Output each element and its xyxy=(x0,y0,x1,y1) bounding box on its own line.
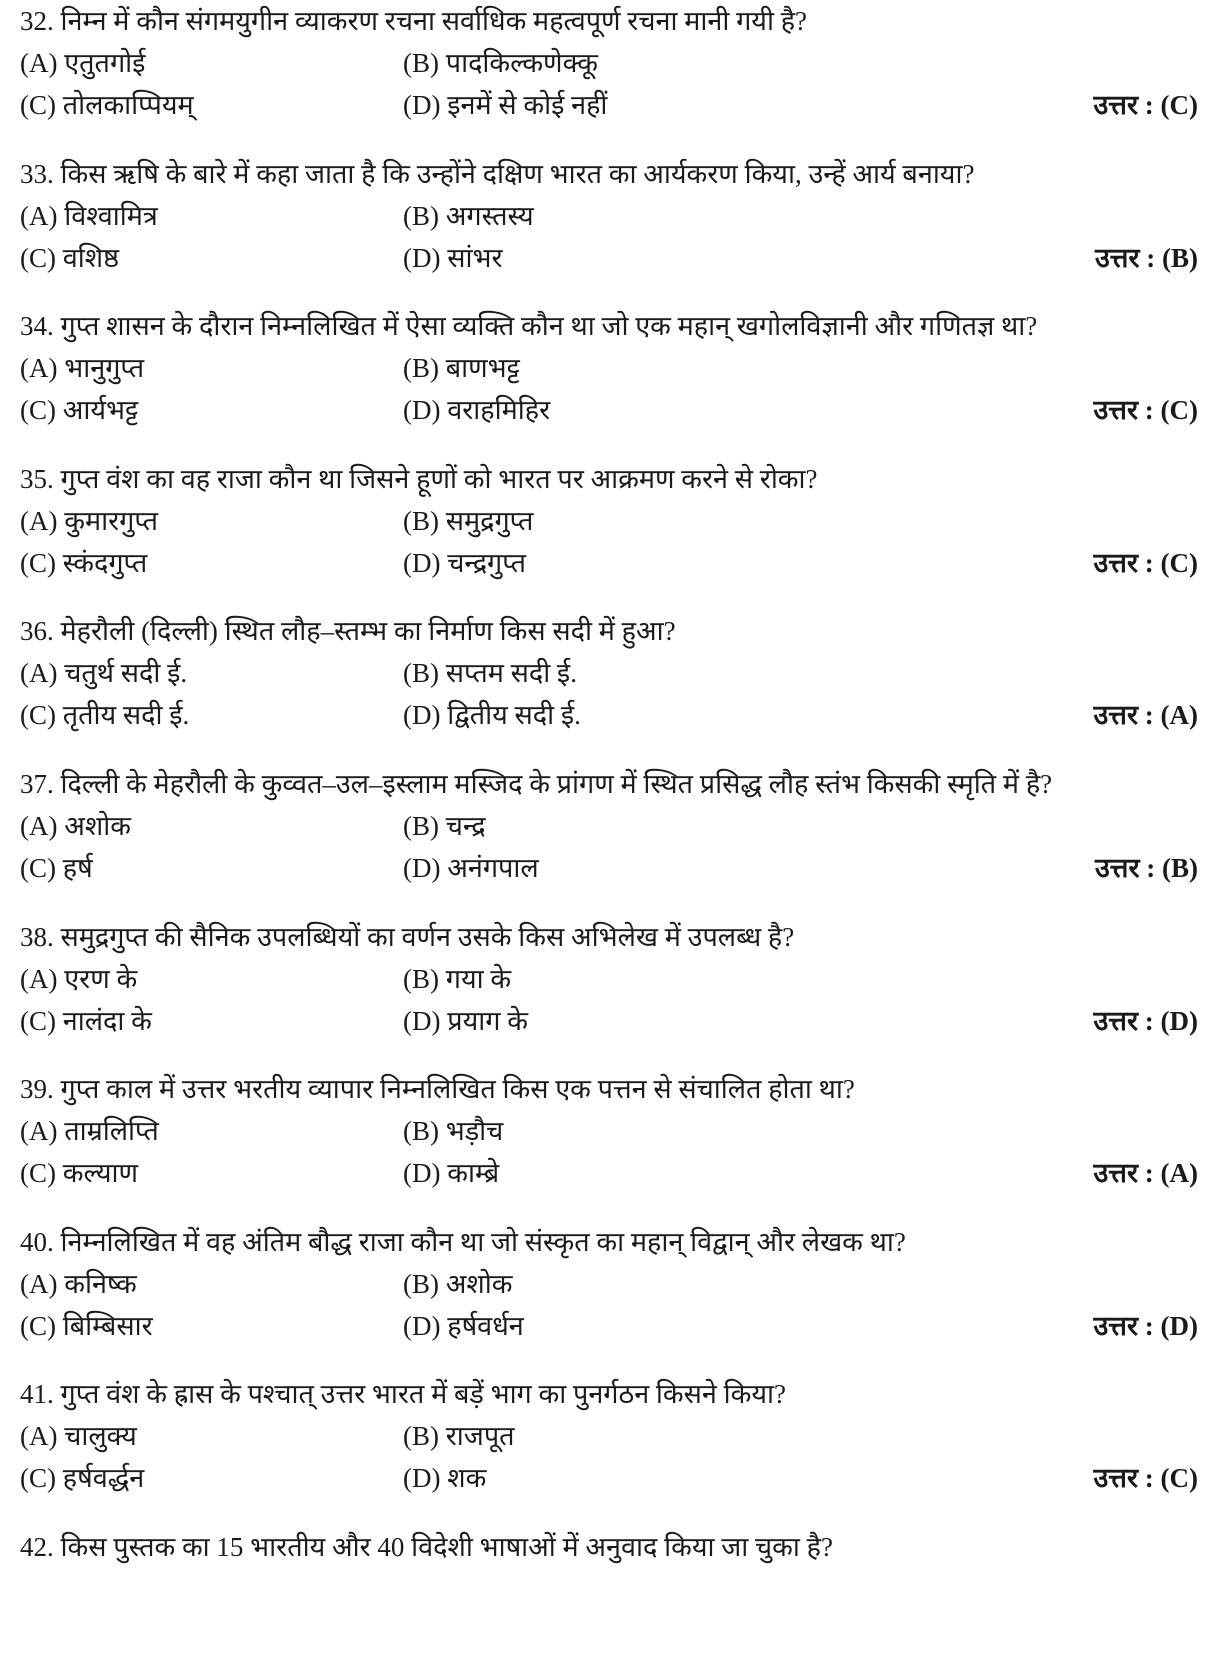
option-key: (D) xyxy=(403,1158,441,1189)
answer-value: (C) xyxy=(1160,547,1198,578)
question-text: गुप्त वंश का वह राजा कौन था जिसने हूणों को भारत पर आक्रमण करने से रोका? xyxy=(60,463,818,494)
option-text: शक xyxy=(447,1463,487,1494)
option-key: (C) xyxy=(20,1463,56,1494)
option-text: प्रयाग के xyxy=(447,1005,528,1036)
option-key: (D) xyxy=(403,700,441,731)
option-key: (A) xyxy=(20,48,58,78)
option-c xyxy=(20,1156,138,1190)
option-key: (B) xyxy=(403,353,439,384)
question-number: 41. xyxy=(20,1379,54,1410)
option-key: (D) xyxy=(403,1310,441,1341)
option-key: (B) xyxy=(403,811,439,841)
question-number: 37. xyxy=(20,769,54,799)
question-number: 36. xyxy=(20,616,54,647)
option-key: (D) xyxy=(403,242,441,273)
option-text: तोलकाप्पियम् xyxy=(62,90,194,120)
option-key: (C) xyxy=(20,90,56,120)
option-d xyxy=(403,851,539,885)
option-key: (A) xyxy=(20,1421,58,1452)
option-d xyxy=(403,1461,486,1495)
option-key: (C) xyxy=(20,700,56,731)
option-b xyxy=(403,46,598,80)
option-text: ताम्रलिप्ति xyxy=(64,1116,159,1147)
question-stem xyxy=(20,920,794,954)
answer-value: (B) xyxy=(1162,242,1198,273)
option-d xyxy=(403,1309,524,1343)
answer-value: (D) xyxy=(1160,1005,1198,1036)
question-block xyxy=(0,920,1231,1070)
answer-value: (A) xyxy=(1160,1158,1198,1189)
answer-label: उत्तर xyxy=(1093,1310,1139,1341)
question-number: 39. xyxy=(20,1074,54,1105)
option-text: पादकिल्कणेक्कू xyxy=(445,48,599,78)
answer-label: उत्तर xyxy=(1093,1005,1139,1036)
option-key: (C) xyxy=(20,547,56,578)
option-d xyxy=(403,88,607,122)
option-text: चन्द्रगुप्त xyxy=(447,547,526,578)
answer-value: (D) xyxy=(1160,1310,1198,1341)
option-b xyxy=(403,1419,515,1453)
answer: उत्तर : (C) xyxy=(1093,547,1198,578)
option-text: बिम्बिसार xyxy=(62,1310,153,1341)
option-text: सप्तम सदी ई. xyxy=(445,658,577,689)
option-text: अशोक xyxy=(445,1268,513,1299)
answer: उत्तर : (A) xyxy=(1093,700,1198,731)
question-block xyxy=(0,1072,1231,1222)
option-key: (A) xyxy=(20,963,58,994)
option-text: अनंगपाल xyxy=(447,853,539,883)
option-c xyxy=(20,1309,153,1343)
question-text: दिल्ली के मेहरौली के कुव्वत–उल–इस्लाम मस्जिद के प्रांगण में स्थित प्रसिद्ध लौह स्तंभ किसकी स्मृति में है? xyxy=(60,769,1053,799)
question-number: 32. xyxy=(20,6,54,36)
option-a xyxy=(20,1419,137,1453)
answer-value: (C) xyxy=(1160,395,1198,426)
question-block xyxy=(0,614,1231,764)
question-number: 35. xyxy=(20,463,54,494)
question-stem xyxy=(20,4,807,38)
question-stem xyxy=(20,767,1052,801)
answer-label: उत्तर xyxy=(1093,395,1139,426)
question-number: 38. xyxy=(20,921,54,952)
option-text: चन्द्र xyxy=(445,811,486,841)
question-text: गुप्त वंश के ह्रास के पश्चात् उत्तर भारत में बड़ें भाग का पुनर्गठन किसने किया? xyxy=(60,1379,787,1410)
question-block xyxy=(0,309,1231,459)
option-text: बाणभट्ट xyxy=(445,353,520,384)
option-d xyxy=(403,241,503,275)
option-b xyxy=(403,351,520,385)
answer-label: उत्तर xyxy=(1095,242,1140,273)
question-text: गुप्त काल में उत्तर भरतीय व्यापार निम्नलिखित किस एक पत्तन से संचालित होता था? xyxy=(60,1074,855,1105)
option-a xyxy=(20,199,158,233)
answer: उत्तर : (D) xyxy=(1093,1005,1198,1036)
answer-label: उत्तर xyxy=(1093,90,1139,120)
option-key: (B) xyxy=(403,505,439,536)
question-text: किस ऋषि के बारे में कहा जाता है कि उन्होंने दक्षिण भारत का आर्यकरण किया, उन्हें आर्य बनाया? xyxy=(60,158,975,189)
option-key: (B) xyxy=(403,1421,439,1452)
option-key: (A) xyxy=(20,1116,58,1147)
option-key: (B) xyxy=(403,1116,439,1147)
option-text: अगस्तस्य xyxy=(445,200,534,231)
question-block xyxy=(0,1530,1231,1680)
option-key: (A) xyxy=(20,658,58,689)
option-key: (C) xyxy=(20,853,56,883)
question-number: 42. xyxy=(20,1532,54,1562)
answer: उत्तर : (D) xyxy=(1093,1310,1198,1341)
question-text: मेहरौली (दिल्ली) स्थित लौह–स्तम्भ का निर्माण किस सदी में हुआ? xyxy=(60,616,676,647)
option-b xyxy=(403,1114,503,1148)
option-text: अशोक xyxy=(64,811,131,841)
answer-value: (C) xyxy=(1160,1463,1198,1494)
option-a xyxy=(20,351,144,385)
option-text: हर्ष xyxy=(62,853,93,883)
option-c xyxy=(20,851,93,885)
option-text: हर्षवर्द्धन xyxy=(62,1463,145,1494)
option-key: (D) xyxy=(403,853,441,883)
question-stem xyxy=(20,1377,786,1411)
answer: उत्तर : (A) xyxy=(1093,1158,1198,1189)
question-number: 40. xyxy=(20,1226,54,1257)
answer: उत्तर : (C) xyxy=(1093,1463,1198,1494)
option-text: भानुगुप्त xyxy=(64,353,145,384)
question-block xyxy=(0,767,1231,917)
question-text: निम्नलिखित में वह अंतिम बौद्ध राजा कौन था जो संस्कृत का महान् विद्वान् और लेखक था? xyxy=(60,1226,906,1257)
question-stem xyxy=(20,462,818,496)
answer: उत्तर : (B) xyxy=(1095,242,1198,273)
option-text: गया के xyxy=(445,963,512,994)
question-text: निम्न में कौन संगमयुगीन व्याकरण रचना सर्वाधिक महत्वपूर्ण रचना मानी गयी है? xyxy=(60,6,808,36)
answer-value: (B) xyxy=(1162,853,1198,883)
option-c xyxy=(20,241,119,275)
answer: उत्तर : (C) xyxy=(1093,90,1198,120)
option-c xyxy=(20,546,147,580)
option-a xyxy=(20,962,137,996)
option-key: (C) xyxy=(20,1005,56,1036)
option-text: वराहमिहिर xyxy=(447,395,551,426)
question-block xyxy=(0,4,1231,154)
option-d xyxy=(403,393,550,427)
option-key: (D) xyxy=(403,90,441,120)
option-text: नालंदा के xyxy=(62,1005,152,1036)
option-text: काम्ब्रे xyxy=(447,1158,500,1189)
option-key: (A) xyxy=(20,505,58,536)
option-text: कनिष्क xyxy=(64,1268,137,1299)
option-key: (D) xyxy=(403,1005,441,1036)
option-key: (D) xyxy=(403,547,441,578)
option-key: (C) xyxy=(20,1158,56,1189)
question-stem xyxy=(20,157,974,191)
answer-value: (C) xyxy=(1160,90,1198,120)
option-key: (D) xyxy=(403,395,441,426)
option-text: भड़ौच xyxy=(445,1116,504,1147)
option-a xyxy=(20,46,145,80)
option-a xyxy=(20,809,131,843)
answer: उत्तर : (C) xyxy=(1093,395,1198,426)
option-key: (B) xyxy=(403,48,439,78)
question-number: 33. xyxy=(20,158,54,189)
option-text: सांभर xyxy=(447,242,503,273)
question-number: 34. xyxy=(20,311,54,342)
option-key: (C) xyxy=(20,1310,56,1341)
question-block xyxy=(0,462,1231,612)
option-key: (D) xyxy=(403,1463,441,1494)
option-text: राजपूत xyxy=(445,1421,515,1452)
answer: उत्तर : (B) xyxy=(1095,853,1198,883)
option-key: (B) xyxy=(403,200,439,231)
option-key: (C) xyxy=(20,242,56,273)
option-key: (B) xyxy=(403,963,439,994)
option-c xyxy=(20,698,189,732)
option-d xyxy=(403,1156,499,1190)
option-key: (A) xyxy=(20,811,58,841)
option-b xyxy=(403,199,534,233)
option-key: (B) xyxy=(403,658,439,689)
option-c xyxy=(20,1004,152,1038)
option-a xyxy=(20,1267,137,1301)
option-a xyxy=(20,504,158,538)
option-text: विश्वामित्र xyxy=(64,200,158,231)
question-stem xyxy=(20,1072,855,1106)
question-text: गुप्त शासन के दौरान निम्नलिखित में ऐसा व्यक्ति कौन था जो एक महान् खगोलविज्ञानी और गणितज्ञ था? xyxy=(60,311,1038,342)
answer-label: उत्तर xyxy=(1093,1463,1139,1494)
option-b xyxy=(403,809,486,843)
option-key: (A) xyxy=(20,353,58,384)
option-text: आर्यभट्ट xyxy=(62,395,139,426)
option-text: एतुतगोई xyxy=(64,48,146,78)
option-text: द्वितीय सदी ई. xyxy=(447,700,581,731)
option-d xyxy=(403,698,581,732)
option-c xyxy=(20,393,138,427)
option-key: (A) xyxy=(20,200,58,231)
option-text: कुमारगुप्त xyxy=(64,505,159,536)
option-c xyxy=(20,1461,144,1495)
question-stem xyxy=(20,614,676,648)
answer-value: (A) xyxy=(1160,700,1198,731)
option-key: (B) xyxy=(403,1268,439,1299)
option-text: एरण के xyxy=(64,963,138,994)
option-text: हर्षवर्धन xyxy=(447,1310,524,1341)
option-b xyxy=(403,656,577,690)
option-b xyxy=(403,962,511,996)
option-a xyxy=(20,656,187,690)
question-block xyxy=(0,157,1231,307)
question-block xyxy=(0,1225,1231,1375)
question-stem xyxy=(20,309,1037,343)
option-text: तृतीय सदी ई. xyxy=(62,700,190,731)
option-text: चालुक्य xyxy=(64,1421,137,1452)
option-b xyxy=(403,1267,512,1301)
question-stem xyxy=(20,1225,906,1259)
option-key: (C) xyxy=(20,395,56,426)
answer-label: उत्तर xyxy=(1093,547,1139,578)
question-block xyxy=(0,1377,1231,1527)
answer-label: उत्तर xyxy=(1093,700,1139,731)
option-b xyxy=(403,504,533,538)
question-stem xyxy=(20,1530,833,1564)
question-text: किस पुस्तक का 15 भारतीय और 40 विदेशी भाषाओं में अनुवाद किया जा चुका है? xyxy=(60,1532,833,1562)
option-text: समुद्रगुप्त xyxy=(445,505,534,536)
option-text: इनमें से कोई नहीं xyxy=(447,90,608,120)
option-text: कल्याण xyxy=(62,1158,138,1189)
option-text: स्कंदगुप्त xyxy=(62,547,148,578)
option-key: (A) xyxy=(20,1268,58,1299)
answer-label: उत्तर xyxy=(1093,1158,1139,1189)
option-d xyxy=(403,546,526,580)
option-d xyxy=(403,1004,528,1038)
option-text: वशिष्ठ xyxy=(62,242,120,273)
option-a xyxy=(20,1114,159,1148)
question-text: समुद्रगुप्त की सैनिक उपलब्धियों का वर्णन उसके किस अभिलेख में उपलब्ध है? xyxy=(60,921,795,952)
option-c xyxy=(20,88,194,122)
option-text: चतुर्थ सदी ई. xyxy=(64,658,188,689)
answer-label: उत्तर xyxy=(1095,853,1140,883)
